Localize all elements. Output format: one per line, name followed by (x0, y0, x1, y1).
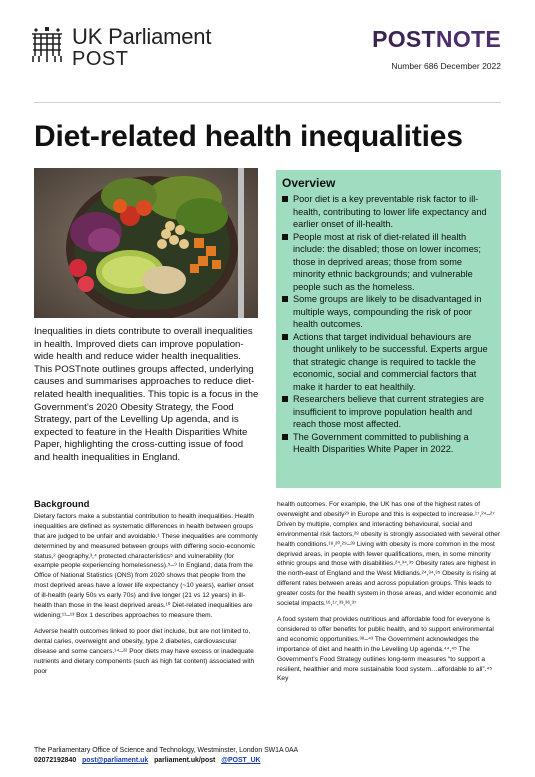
overview-heading: Overview (282, 176, 336, 190)
footer-address: The Parliamentary Office of Science and Technology, Westminster, London SW1A 0AA (34, 747, 299, 754)
overview-item-text: Poor diet is a key preventable risk factor to ill-health, contributing to lower life expectancy and earlier onset of ill-health. (293, 194, 487, 229)
food-bowl-image (34, 168, 258, 318)
overview-box (276, 170, 501, 488)
overview-item (282, 331, 495, 394)
overview-item-text: Actions that target individual behaviours are thought unlikely to be successful. Experts argue that strategic change is required to tackle the economic, social and commercial factors that make it harder to eat healthily. (293, 331, 488, 392)
uk-parliament-logo (30, 26, 211, 69)
org-name: UK Parliament (72, 24, 212, 49)
page-title: Diet-related health inequalities (34, 120, 463, 153)
overview-item (282, 193, 495, 231)
overview-item-text: People most at risk of diet-related ill health include: the disabled; those on lower incomes; those in deprived areas; those from some minority ethnic backgrounds; and vulnerable people such as the homeless. (293, 231, 481, 292)
background-heading: Background (34, 499, 90, 510)
bullet-icon (282, 396, 288, 402)
right-paragraph-2: A food system that provides nutritious and affordable food for everyone is considered to offer benefits for public health, and to support environmental and economic opportunities.³⁸–⁴³ The Government acknowledges the importance of diet and health in the Levelling Up agenda.⁴⁴,⁴⁵ The Government’s Food Strategy outlines long-term measures “to support a resilient, healthier and more sustainable food system…affordable to all”.⁴⁵ Key (277, 615, 494, 683)
background-column (34, 500, 258, 682)
footer-contacts (34, 756, 504, 766)
bullet-icon (282, 434, 288, 440)
footer-web[interactable]: parliament.uk/post (154, 757, 216, 764)
overview-item-text: Researchers believe that current strategies are insufficient to improve population health and reach those most affected. (293, 394, 484, 429)
overview-item-text: The Government committed to publishing a Health Disparities White Paper in 2022. (293, 431, 469, 454)
postnote-brand (372, 26, 501, 71)
intro-summary: Inequalities in diets contribute to overall inequalities in health. Improved diets can improve population-wide health and reduce wider health inequalities. This POSTnote outlines groups affected, underlying causes and summarises approaches to reduce diet-related health inequalities. This topic is a focus in the Government’s 2020 Obesity Strategy, the Food Strategy, part of the Levelling Up agenda, and is expected to feature in the Health Disparities White Paper, highlighting the cross-cutting issue of food and health inequalities in England. (34, 326, 259, 463)
bullet-icon (282, 196, 288, 202)
overview-item-text: Some groups are likely to be disadvantaged in multiple ways, compounding the risk of poor health outcomes. (293, 294, 482, 329)
footer-phone: 02072192840 (34, 757, 77, 764)
overview-item (282, 393, 495, 431)
bullet-icon (282, 234, 288, 240)
postnote-post: POST (372, 26, 436, 52)
overview-item (282, 293, 495, 331)
background-paragraph-1: Dietary factors make a substantial contribution to health inequalities. Health inequalities are defined as systematic differences in health between groups that are judged to be unfair and avoidable.¹ These inequalities are commonly determined by and measured between groups with differing socio-economic status,² geography,³,⁴ protected characteristics⁵ and vulnerability (for example people experiencing homelessness).⁵–⁹ In England, data from the Office of National Statistics (ONS) from 2020 shows that people from the most deprived areas have a lower life expectancy (~10 years), earlier onset of ill-health (early 50s vs early 70s) and live longer (21 vs 12 years) in ill-health than those in the least deprived areas.¹⁰ Diet-related inequalities are widening;¹¹–¹³ Box 1 describes approaches to measure them. (34, 512, 258, 619)
footer-email-link[interactable]: post@parliament.uk (82, 757, 149, 764)
org-sub: POST (72, 48, 129, 70)
bullet-icon (282, 296, 288, 302)
portcullis-icon (30, 26, 64, 66)
overview-list (282, 193, 495, 456)
food-photo (34, 168, 258, 318)
overview-item (282, 231, 495, 294)
footer (34, 746, 504, 766)
overview-item (282, 431, 495, 456)
header-divider (34, 102, 501, 103)
bullet-icon (282, 334, 288, 340)
issue-number-date: Number 686 December 2022 (391, 61, 501, 71)
right-paragraph-1: health outcomes. For example, the UK has one of the highest rates of overweight and obesity²³ in Europe and this is expected to increase.¹⁷,²⁴–²⁷ Driven by multiple, complex and interacting behavioural, social and environmental risk factors,²⁸ obesity is strongly associated with several other health conditions.¹⁸,²⁰,²⁹–³³ Living with obesity is more common in the most deprived areas, in people with fewer qualifications, men, in some minority ethnic groups and those with disabilities.²⁴,³⁴,³⁵ Obesity rates are highest in the north-east of England and the West Midlands.²⁴,³⁴,³⁵ Obesity is rising at different rates between areas and across population groups. This leads to greater costs for the health system in those areas, and wider economic and societal impacts.¹⁶,¹⁷,³³,³⁶,³⁷ (277, 501, 501, 608)
background-paragraph-2: Adverse health outcomes linked to poor diet include, but are not limited to, dental caries, overweight and obesity, type 2 diabetes, cardiovascular disease and some cancers.¹⁴–²² Poor diets may have excess or inadequate nutrients and dietary components (such as high fat content) associated with poor (34, 627, 255, 675)
footer-twitter-link[interactable]: @POST_UK (221, 757, 261, 764)
postnote-note: NOTE (435, 26, 501, 52)
postnote-wordmark (372, 26, 501, 53)
right-column (277, 500, 501, 690)
